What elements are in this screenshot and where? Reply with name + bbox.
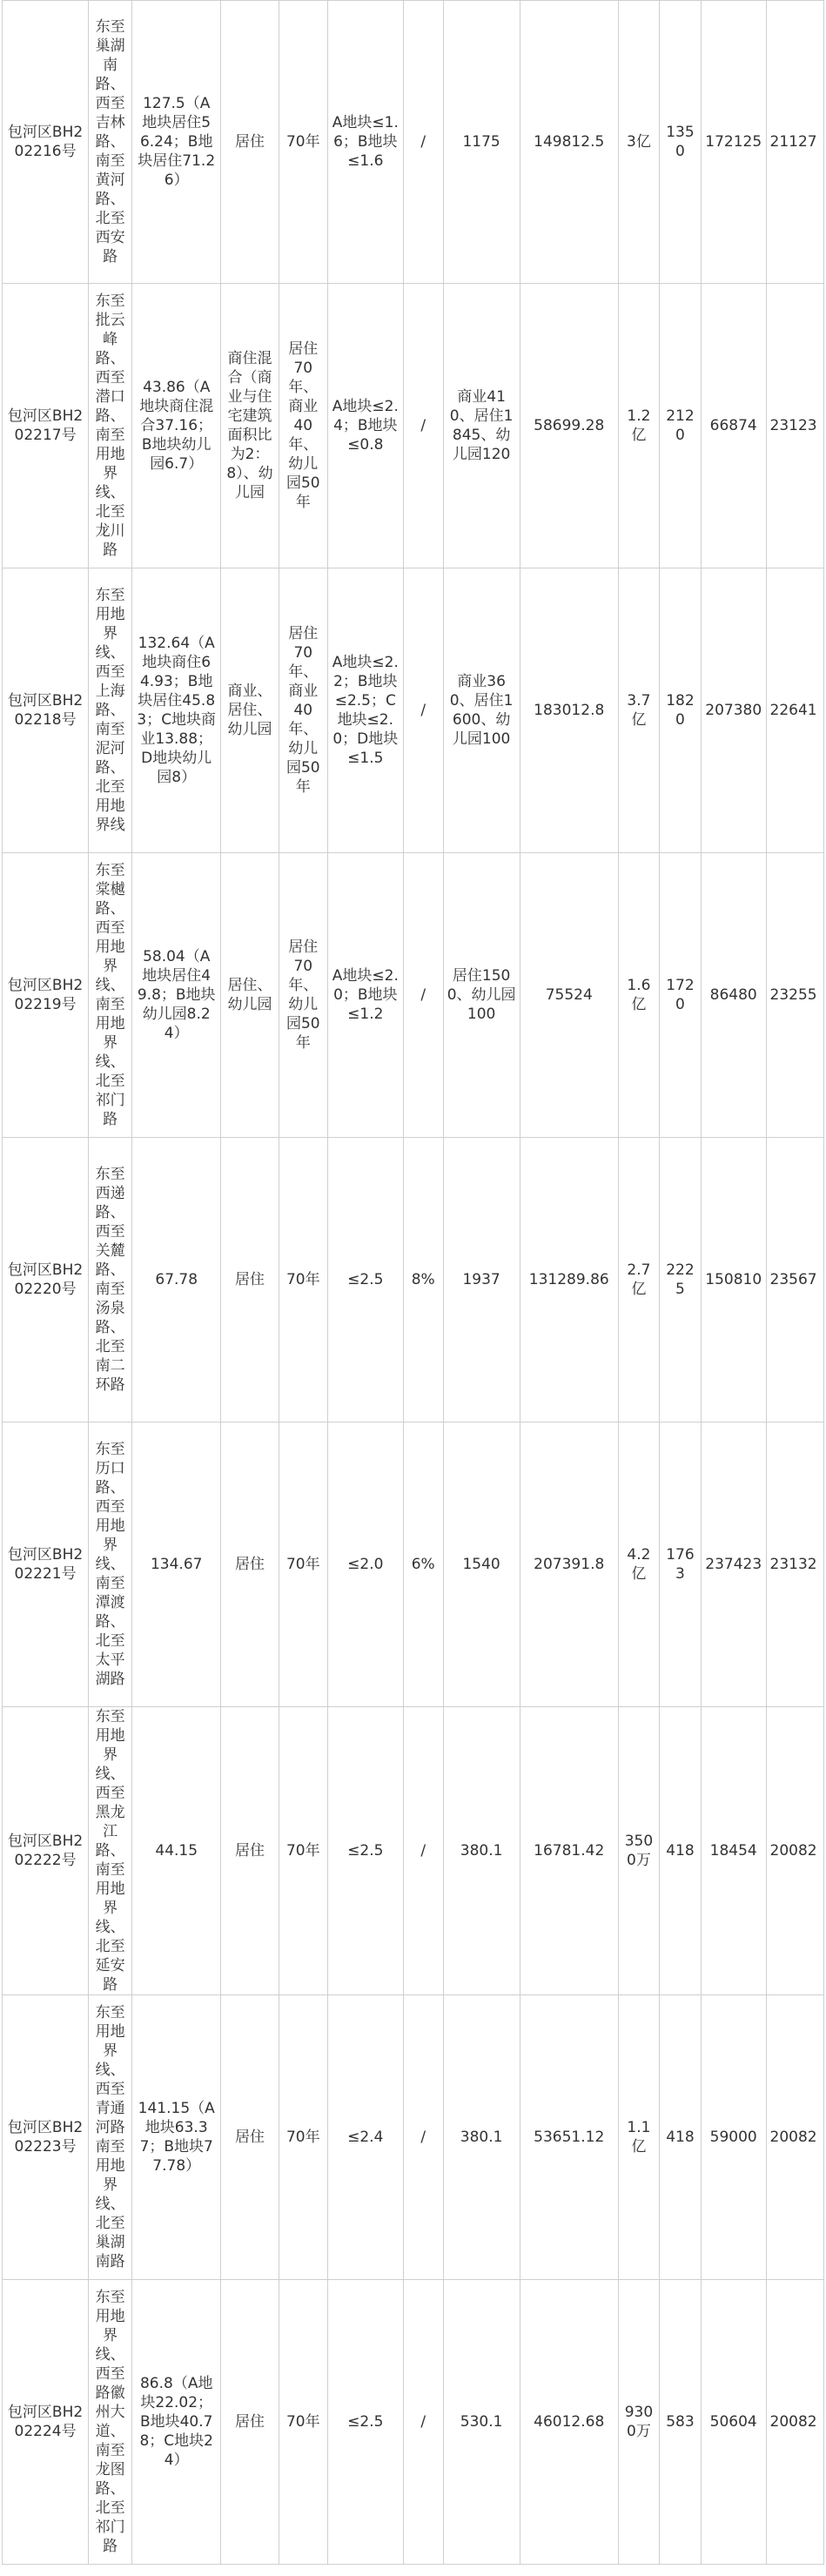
price-cell: 1.2亿 — [618, 284, 659, 568]
price-cell: 3.7亿 — [618, 568, 659, 853]
location-cell: 东至批云峰路、西至潜口路、南至用地界线、北至龙川路 — [89, 284, 132, 568]
floor-area-cell: 183012.8 — [520, 568, 618, 853]
value-cell: 583 — [659, 2280, 701, 2565]
floor-area-cell: 149812.5 — [520, 1, 618, 284]
value-cell: 1763 — [659, 1423, 701, 1707]
plot-ratio-cell: ≤2.5 — [327, 1138, 403, 1423]
table-row — [3, 1, 824, 284]
floor-area-cell: 75524 — [520, 853, 618, 1138]
floor-area-cell: 53651.12 — [520, 1995, 618, 2280]
plot-ratio-cell: A地块≤2.4；B地块≤0.8 — [327, 284, 403, 568]
price-cell: 1.1亿 — [618, 1995, 659, 2280]
area-cell: 58.04（A地块居住49.8；B地块幼儿园8.24） — [132, 853, 221, 1138]
table-row — [3, 2280, 824, 2565]
land-use-cell: 商住混合（商业与住宅建筑面积比为2：8）、幼儿园 — [221, 284, 279, 568]
price-cell: 9300万 — [618, 2280, 659, 2565]
value-cell: 1820 — [659, 568, 701, 853]
value-cell: 23123 — [766, 284, 823, 568]
location-cell: 东至棠樾路、西至用地界线、南至用地界线、北至祁门路 — [89, 853, 132, 1138]
location-cell: 东至历口路、西至用地界线、南至潭渡路、北至太平湖路 — [89, 1423, 132, 1707]
green-rate-cell: 6% — [403, 1423, 443, 1707]
value-cell: 21127 — [766, 1, 823, 284]
area-cell: 127.5（A地块居住56.24；B地块居住71.26） — [132, 1, 221, 284]
value-cell: 207380 — [701, 568, 766, 853]
plot-ratio-cell: ≤2.5 — [327, 2280, 403, 2565]
parcel-id-cell: 包河区BH202220号 — [3, 1138, 89, 1423]
value-cell: 1350 — [659, 1, 701, 284]
parcel-id-cell: 包河区BH202221号 — [3, 1423, 89, 1707]
land-use-cell: 居住 — [221, 1138, 279, 1423]
green-rate-cell: / — [403, 284, 443, 568]
green-rate-cell: / — [403, 853, 443, 1138]
parcel-id-cell: 包河区BH202218号 — [3, 568, 89, 853]
area-cell: 43.86（A地块商住混合37.16；B地块幼儿园6.7） — [132, 284, 221, 568]
value-cell: 居住1500、幼儿园100 — [443, 853, 520, 1138]
area-cell: 134.67 — [132, 1423, 221, 1707]
value-cell: 380.1 — [443, 1707, 520, 1995]
term-cell: 70年 — [279, 2280, 327, 2565]
term-cell: 70年 — [279, 1423, 327, 1707]
term-cell: 70年 — [279, 1995, 327, 2280]
area-cell: 44.15 — [132, 1707, 221, 1995]
value-cell: 418 — [659, 1995, 701, 2280]
green-rate-cell: / — [403, 1995, 443, 2280]
location-cell: 东至巢湖南路、西至吉林路、南至黄河路、北至西安路 — [89, 1, 132, 284]
term-cell: 居住70年、商业40年、幼儿园50年 — [279, 568, 327, 853]
green-rate-cell: / — [403, 2280, 443, 2565]
value-cell: 1175 — [443, 1, 520, 284]
floor-area-cell: 16781.42 — [520, 1707, 618, 1995]
price-cell: 3亿 — [618, 1, 659, 284]
value-cell: 23567 — [766, 1138, 823, 1423]
land-parcel-table — [2, 0, 824, 2565]
location-cell: 东至用地界线、西至上海路、南至泥河路、北至用地界线 — [89, 568, 132, 853]
value-cell: 1937 — [443, 1138, 520, 1423]
value-cell: 86480 — [701, 853, 766, 1138]
green-rate-cell: 8% — [403, 1138, 443, 1423]
table-row — [3, 1707, 824, 1995]
term-cell: 居住70年、商业40年、幼儿园50年 — [279, 284, 327, 568]
value-cell: 150810 — [701, 1138, 766, 1423]
price-cell: 1.6亿 — [618, 853, 659, 1138]
value-cell: 237423 — [701, 1423, 766, 1707]
value-cell: 530.1 — [443, 2280, 520, 2565]
table-row — [3, 568, 824, 853]
plot-ratio-cell: ≤2.4 — [327, 1995, 403, 2280]
land-use-cell: 居住 — [221, 1423, 279, 1707]
parcel-id-cell: 包河区BH202217号 — [3, 284, 89, 568]
land-use-cell: 居住 — [221, 1995, 279, 2280]
land-use-cell: 商业、居住、幼儿园 — [221, 568, 279, 853]
value-cell: 380.1 — [443, 1995, 520, 2280]
table-row — [3, 1423, 824, 1707]
area-cell: 86.8（A地块22.02；B地块40.78；C地块24） — [132, 2280, 221, 2565]
parcel-id-cell: 包河区BH202223号 — [3, 1995, 89, 2280]
term-cell: 居住70年、幼儿园50年 — [279, 853, 327, 1138]
value-cell: 418 — [659, 1707, 701, 1995]
value-cell: 66874 — [701, 284, 766, 568]
parcel-id-cell: 包河区BH202224号 — [3, 2280, 89, 2565]
parcel-id-cell: 包河区BH202216号 — [3, 1, 89, 284]
plot-ratio-cell: ≤2.5 — [327, 1707, 403, 1995]
land-use-cell: 居住 — [221, 1, 279, 284]
value-cell: 2120 — [659, 284, 701, 568]
land-use-cell: 居住 — [221, 2280, 279, 2565]
value-cell: 18454 — [701, 1707, 766, 1995]
table-row — [3, 1138, 824, 1423]
floor-area-cell: 207391.8 — [520, 1423, 618, 1707]
term-cell: 70年 — [279, 1138, 327, 1423]
value-cell: 20082 — [766, 2280, 823, 2565]
location-cell: 东至西递路、西至关麓路、南至汤泉路、北至南二环路 — [89, 1138, 132, 1423]
parcel-id-cell: 包河区BH202222号 — [3, 1707, 89, 1995]
area-cell: 141.15（A地块63.37；B地块77.78） — [132, 1995, 221, 2280]
land-use-cell: 居住、幼儿园 — [221, 853, 279, 1138]
table-body — [3, 1, 824, 2565]
value-cell: 商业360、居住1600、幼儿园100 — [443, 568, 520, 853]
term-cell: 70年 — [279, 1, 327, 284]
land-use-cell: 居住 — [221, 1707, 279, 1995]
value-cell: 59000 — [701, 1995, 766, 2280]
table-row — [3, 284, 824, 568]
green-rate-cell: / — [403, 1, 443, 284]
floor-area-cell: 46012.68 — [520, 2280, 618, 2565]
value-cell: 23255 — [766, 853, 823, 1138]
value-cell: 商业410、居住1845、幼儿园120 — [443, 284, 520, 568]
price-cell: 2.7亿 — [618, 1138, 659, 1423]
green-rate-cell: / — [403, 1707, 443, 1995]
value-cell: 50604 — [701, 2280, 766, 2565]
area-cell: 132.64（A地块商住64.93；B地块居住45.83；C地块商业13.88；D地块幼儿园8） — [132, 568, 221, 853]
value-cell: 1540 — [443, 1423, 520, 1707]
floor-area-cell: 131289.86 — [520, 1138, 618, 1423]
term-cell: 70年 — [279, 1707, 327, 1995]
plot-ratio-cell: ≤2.0 — [327, 1423, 403, 1707]
green-rate-cell: / — [403, 568, 443, 853]
location-cell: 东至用地界线、西至青通河路南至用地界线、北至巢湖南路 — [89, 1995, 132, 2280]
location-cell: 东至用地界线、西至黑龙江路、南至用地界线、北至延安路 — [89, 1707, 132, 1995]
value-cell: 20082 — [766, 1995, 823, 2280]
price-cell: 4.2亿 — [618, 1423, 659, 1707]
parcel-id-cell: 包河区BH202219号 — [3, 853, 89, 1138]
value-cell: 23132 — [766, 1423, 823, 1707]
plot-ratio-cell: A地块≤2.0；B地块≤1.2 — [327, 853, 403, 1138]
plot-ratio-cell: A地块≤1.6；B地块≤1.6 — [327, 1, 403, 284]
value-cell: 1720 — [659, 853, 701, 1138]
value-cell: 22641 — [766, 568, 823, 853]
price-cell: 3500万 — [618, 1707, 659, 1995]
location-cell: 东至用地界线、西至路徽州大道、南至龙图路、北至祁门路 — [89, 2280, 132, 2565]
value-cell: 20082 — [766, 1707, 823, 1995]
value-cell: 2225 — [659, 1138, 701, 1423]
floor-area-cell: 58699.28 — [520, 284, 618, 568]
table-row — [3, 1995, 824, 2280]
value-cell: 172125 — [701, 1, 766, 284]
plot-ratio-cell: A地块≤2.2；B地块≤2.5；C地块≤2.0；D地块≤1.5 — [327, 568, 403, 853]
area-cell: 67.78 — [132, 1138, 221, 1423]
table-row — [3, 853, 824, 1138]
